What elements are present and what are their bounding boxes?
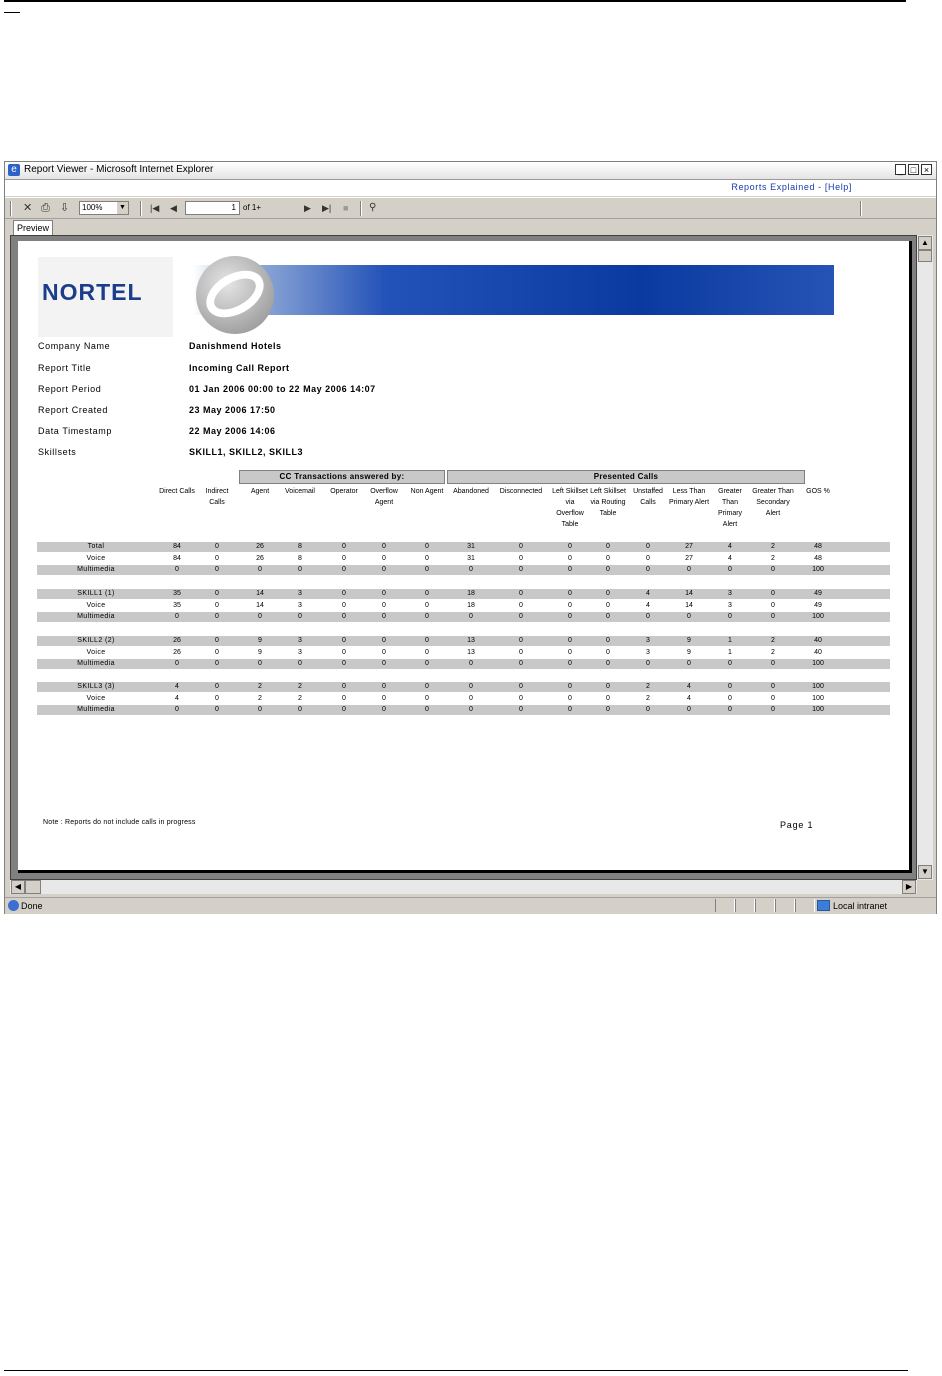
table-cell: 0 bbox=[646, 706, 650, 713]
table-cell: 4 bbox=[175, 683, 179, 690]
column-header: Non Agent bbox=[410, 488, 444, 495]
table-cell: 3 bbox=[298, 590, 302, 597]
table-cell: 0 bbox=[342, 660, 346, 667]
table-cell: 0 bbox=[568, 706, 572, 713]
table-cell: 0 bbox=[382, 566, 386, 573]
table-cell: 0 bbox=[519, 694, 523, 702]
table-cell: 0 bbox=[175, 706, 179, 713]
table-cell: 0 bbox=[425, 694, 429, 702]
row-label: Multimedia bbox=[77, 660, 115, 667]
column-header: Less Than Primary Alert bbox=[668, 488, 710, 506]
table-cell: 0 bbox=[519, 706, 523, 713]
table-cell: 100 bbox=[812, 706, 824, 713]
column-header: Greater Than Secondary Alert bbox=[752, 488, 794, 517]
document-header-mark bbox=[4, 2, 20, 13]
info-value: 01 Jan 2006 00:00 to 22 May 2006 14:07 bbox=[189, 384, 376, 394]
table-cell: 0 bbox=[646, 554, 650, 562]
table-cell: 9 bbox=[258, 648, 262, 656]
window-title: Report Viewer - Microsoft Internet Explorer bbox=[24, 164, 214, 175]
column-header: Left Skillset via Overflow Table bbox=[552, 488, 588, 528]
table-cell: 0 bbox=[771, 706, 775, 713]
table-cell: 14 bbox=[256, 590, 264, 597]
table-cell: 0 bbox=[215, 590, 219, 597]
table-cell: 0 bbox=[382, 543, 386, 550]
toolbar-separator bbox=[140, 201, 142, 216]
row-label: Multimedia bbox=[77, 706, 115, 713]
table-cell: 0 bbox=[425, 648, 429, 656]
table-cell: 0 bbox=[728, 706, 732, 713]
table-cell: 13 bbox=[467, 648, 475, 656]
table-cell: 9 bbox=[258, 637, 262, 644]
table-cell: 2 bbox=[258, 683, 262, 690]
column-header: Overflow Agent bbox=[370, 488, 398, 506]
table-cell: 0 bbox=[215, 637, 219, 644]
table-cell: 0 bbox=[687, 613, 691, 620]
row-label: Total bbox=[87, 543, 105, 550]
table-cell: 0 bbox=[469, 613, 473, 620]
table-cell: 49 bbox=[814, 601, 822, 609]
table-cell: 3 bbox=[298, 637, 302, 644]
table-cell: 0 bbox=[425, 660, 429, 667]
table-cell: 1 bbox=[728, 637, 732, 644]
column-header: Indirect Calls bbox=[205, 488, 229, 506]
table-cell: 0 bbox=[258, 566, 262, 573]
table-cell: 0 bbox=[382, 683, 386, 690]
link-bar bbox=[5, 180, 936, 196]
document-bottom-rule bbox=[4, 1370, 908, 1371]
column-header: Disconnected bbox=[499, 488, 543, 495]
table-cell: 0 bbox=[342, 706, 346, 713]
search-binoculars-icon[interactable]: ⚲ bbox=[369, 202, 377, 213]
table-cell: 0 bbox=[175, 660, 179, 667]
table-cell: 0 bbox=[469, 660, 473, 667]
table-cell: 2 bbox=[771, 648, 775, 656]
row-label: Voice bbox=[86, 554, 106, 562]
column-header: Left Skillset via Routing Table bbox=[590, 488, 626, 517]
info-label: Company Name bbox=[38, 341, 111, 351]
table-cell: 0 bbox=[606, 694, 610, 702]
table-cell: 0 bbox=[519, 601, 523, 609]
table-cell: 0 bbox=[606, 637, 610, 644]
table-cell: 0 bbox=[728, 683, 732, 690]
report-viewer-window bbox=[4, 161, 937, 914]
status-pane bbox=[735, 899, 755, 912]
table-cell: 3 bbox=[298, 601, 302, 609]
zoom-select[interactable] bbox=[79, 201, 129, 215]
table-cell: 100 bbox=[812, 694, 824, 702]
table-cell: 8 bbox=[298, 543, 302, 550]
status-pane bbox=[795, 899, 815, 912]
table-cell: 0 bbox=[519, 660, 523, 667]
table-cell: 2 bbox=[646, 694, 650, 702]
table-cell: 35 bbox=[173, 601, 181, 609]
table-cell: 0 bbox=[298, 706, 302, 713]
table-cell: 0 bbox=[215, 660, 219, 667]
table-cell: 0 bbox=[382, 648, 386, 656]
table-cell: 0 bbox=[771, 694, 775, 702]
row-label: Multimedia bbox=[77, 566, 115, 573]
help-links[interactable]: Reports Explained - [Help] bbox=[731, 182, 852, 192]
table-cell: 13 bbox=[467, 637, 475, 644]
row-label: SKILL3 (3) bbox=[77, 683, 115, 690]
table-cell: 26 bbox=[173, 637, 181, 644]
column-header: Abandoned bbox=[453, 488, 489, 495]
table-cell: 0 bbox=[425, 590, 429, 597]
table-cell: 26 bbox=[256, 554, 264, 562]
table-cell: 0 bbox=[728, 694, 732, 702]
horizontal-scrollbar[interactable] bbox=[10, 880, 917, 894]
table-cell: 40 bbox=[814, 637, 822, 644]
table-cell: 0 bbox=[687, 566, 691, 573]
table-cell: 4 bbox=[728, 554, 732, 562]
table-cell: 3 bbox=[728, 590, 732, 597]
table-cell: 3 bbox=[298, 648, 302, 656]
table-cell: 0 bbox=[771, 566, 775, 573]
table-cell: 0 bbox=[519, 554, 523, 562]
table-cell: 0 bbox=[215, 648, 219, 656]
scroll-left-icon[interactable]: ◀ bbox=[11, 880, 25, 894]
table-cell: 0 bbox=[382, 637, 386, 644]
table-cell: 4 bbox=[175, 694, 179, 702]
table-cell: 4 bbox=[646, 590, 650, 597]
table-cell: 0 bbox=[298, 613, 302, 620]
table-cell: 0 bbox=[606, 566, 610, 573]
table-cell: 0 bbox=[519, 613, 523, 620]
print-icon[interactable]: ⎙ bbox=[41, 202, 50, 214]
page-number-label: Page 1 bbox=[780, 820, 814, 830]
table-cell: 0 bbox=[469, 566, 473, 573]
table-cell: 0 bbox=[606, 543, 610, 550]
vertical-scroll-thumb[interactable] bbox=[918, 250, 932, 262]
column-header: Operator bbox=[330, 488, 358, 495]
table-cell: 0 bbox=[606, 683, 610, 690]
minimize-button[interactable]: _ bbox=[895, 164, 906, 175]
tab-preview[interactable]: Preview bbox=[13, 220, 53, 235]
table-cell: 2 bbox=[258, 694, 262, 702]
table-cell: 40 bbox=[814, 648, 822, 656]
table-cell: 0 bbox=[175, 613, 179, 620]
table-cell: 0 bbox=[215, 683, 219, 690]
info-value: SKILL1, SKILL2, SKILL3 bbox=[189, 447, 304, 457]
presented-calls-header: Presented Calls bbox=[447, 470, 805, 484]
table-cell: 14 bbox=[685, 590, 693, 597]
table-cell: 0 bbox=[728, 613, 732, 620]
table-cell: 0 bbox=[342, 554, 346, 562]
table-cell: 0 bbox=[519, 637, 523, 644]
table-cell: 4 bbox=[728, 543, 732, 550]
info-value: Incoming Call Report bbox=[189, 363, 290, 373]
info-label: Report Title bbox=[38, 363, 92, 373]
export-icon[interactable]: ⇩ bbox=[60, 202, 70, 214]
info-value: 22 May 2006 14:06 bbox=[189, 426, 276, 436]
row-label: Multimedia bbox=[77, 613, 115, 620]
row-label: Voice bbox=[86, 694, 106, 702]
tab-bar bbox=[5, 219, 936, 235]
table-cell: 0 bbox=[425, 601, 429, 609]
table-cell: 0 bbox=[215, 566, 219, 573]
table-cell: 0 bbox=[606, 648, 610, 656]
table-cell: 0 bbox=[771, 590, 775, 597]
table-cell: 0 bbox=[215, 706, 219, 713]
table-cell: 0 bbox=[568, 601, 572, 609]
table-cell: 3 bbox=[646, 648, 650, 656]
report-preview-area bbox=[10, 235, 917, 880]
info-label: Report Created bbox=[38, 405, 108, 415]
table-cell: 48 bbox=[814, 554, 822, 562]
table-cell: 0 bbox=[215, 543, 219, 550]
table-cell: 0 bbox=[425, 554, 429, 562]
table-cell: 0 bbox=[469, 706, 473, 713]
table-cell: 0 bbox=[728, 566, 732, 573]
table-cell: 0 bbox=[382, 590, 386, 597]
table-cell: 100 bbox=[812, 613, 824, 620]
table-cell: 0 bbox=[382, 706, 386, 713]
table-cell: 0 bbox=[469, 683, 473, 690]
table-cell: 0 bbox=[298, 566, 302, 573]
table-cell: 0 bbox=[606, 613, 610, 620]
table-cell: 0 bbox=[215, 694, 219, 702]
table-cell: 0 bbox=[568, 637, 572, 644]
column-header: Agent bbox=[250, 488, 270, 495]
table-cell: 0 bbox=[606, 590, 610, 597]
previous-page-icon[interactable]: ◀ bbox=[170, 203, 177, 213]
table-cell: 0 bbox=[519, 683, 523, 690]
table-cell: 3 bbox=[646, 637, 650, 644]
table-cell: 0 bbox=[568, 590, 572, 597]
globe-graphic bbox=[196, 256, 274, 334]
table-cell: 27 bbox=[685, 554, 693, 562]
column-header: GOS % bbox=[806, 488, 830, 495]
status-bar bbox=[5, 897, 936, 914]
table-cell: 0 bbox=[342, 637, 346, 644]
table-cell: 26 bbox=[256, 543, 264, 550]
intranet-zone-icon bbox=[817, 900, 830, 911]
table-cell: 0 bbox=[687, 706, 691, 713]
table-cell: 0 bbox=[771, 601, 775, 609]
row-label: Voice bbox=[86, 648, 106, 656]
table-cell: 0 bbox=[646, 613, 650, 620]
column-header: Direct Calls bbox=[159, 488, 195, 495]
table-cell: 0 bbox=[606, 706, 610, 713]
table-cell: 0 bbox=[646, 543, 650, 550]
last-page-icon[interactable]: ▶| bbox=[322, 203, 332, 213]
table-cell: 0 bbox=[425, 543, 429, 550]
table-cell: 0 bbox=[606, 601, 610, 609]
table-cell: 1 bbox=[728, 648, 732, 656]
status-pane bbox=[775, 899, 795, 912]
table-cell: 0 bbox=[568, 648, 572, 656]
scroll-up-icon[interactable]: ▲ bbox=[918, 236, 932, 250]
table-cell: 84 bbox=[173, 543, 181, 550]
table-cell: 9 bbox=[687, 648, 691, 656]
table-cell: 2 bbox=[298, 694, 302, 702]
info-value: Danishmend Hotels bbox=[189, 341, 282, 351]
table-cell: 2 bbox=[298, 683, 302, 690]
table-cell: 0 bbox=[519, 648, 523, 656]
logo-area bbox=[38, 257, 173, 337]
table-cell: 0 bbox=[258, 660, 262, 667]
report-note: Note : Reports do not include calls in progress bbox=[43, 819, 196, 826]
table-cell: 0 bbox=[568, 554, 572, 562]
table-cell: 0 bbox=[568, 694, 572, 702]
table-cell: 0 bbox=[342, 694, 346, 702]
info-label: Skillsets bbox=[38, 447, 77, 457]
table-cell: 0 bbox=[425, 706, 429, 713]
row-label: SKILL1 (1) bbox=[77, 590, 115, 597]
table-cell: 0 bbox=[215, 554, 219, 562]
toolbar-separator bbox=[360, 201, 362, 216]
status-text: Done bbox=[21, 901, 43, 911]
table-cell: 0 bbox=[342, 613, 346, 620]
table-cell: 2 bbox=[771, 543, 775, 550]
table-cell: 0 bbox=[342, 566, 346, 573]
report-page bbox=[18, 241, 912, 873]
close-report-icon[interactable]: ✕ bbox=[23, 202, 33, 214]
table-cell: 14 bbox=[685, 601, 693, 609]
table-cell: 0 bbox=[568, 660, 572, 667]
table-cell: 18 bbox=[467, 590, 475, 597]
first-page-icon[interactable]: |◀ bbox=[150, 203, 160, 213]
table-cell: 2 bbox=[646, 683, 650, 690]
vertical-scrollbar[interactable] bbox=[917, 235, 933, 880]
page-number-input[interactable]: 1 bbox=[185, 201, 240, 215]
table-cell: 18 bbox=[467, 601, 475, 609]
table-cell: 0 bbox=[425, 637, 429, 644]
table-cell: 26 bbox=[173, 648, 181, 656]
table-cell: 2 bbox=[771, 554, 775, 562]
table-cell: 31 bbox=[467, 543, 475, 550]
table-cell: 4 bbox=[687, 683, 691, 690]
row-label: SKILL2 (2) bbox=[77, 637, 115, 644]
table-cell: 0 bbox=[519, 566, 523, 573]
table-cell: 0 bbox=[606, 660, 610, 667]
table-cell: 0 bbox=[342, 590, 346, 597]
column-header: Voicemail bbox=[285, 488, 315, 495]
table-cell: 0 bbox=[215, 601, 219, 609]
table-cell: 0 bbox=[382, 694, 386, 702]
toolbar-grip bbox=[10, 201, 12, 216]
header-banner bbox=[193, 265, 834, 315]
table-cell: 0 bbox=[771, 613, 775, 620]
security-zone: Local intranet bbox=[833, 901, 888, 911]
table-cell: 0 bbox=[382, 660, 386, 667]
table-cell: 0 bbox=[646, 566, 650, 573]
table-cell: 0 bbox=[175, 566, 179, 573]
report-toolbar bbox=[5, 197, 936, 219]
table-cell: 3 bbox=[728, 601, 732, 609]
table-cell: 2 bbox=[771, 637, 775, 644]
ie-icon: e bbox=[8, 164, 20, 176]
info-value: 23 May 2006 17:50 bbox=[189, 405, 276, 415]
table-cell: 0 bbox=[342, 648, 346, 656]
scroll-right-icon[interactable]: ▶ bbox=[902, 880, 916, 894]
stop-icon[interactable]: ■ bbox=[343, 203, 349, 213]
table-cell: 0 bbox=[215, 613, 219, 620]
table-cell: 100 bbox=[812, 660, 824, 667]
table-cell: 100 bbox=[812, 683, 824, 690]
table-cell: 14 bbox=[256, 601, 264, 609]
table-cell: 84 bbox=[173, 554, 181, 562]
table-cell: 31 bbox=[467, 554, 475, 562]
chevron-down-icon: ▼ bbox=[117, 202, 128, 214]
close-button[interactable]: × bbox=[921, 164, 932, 175]
cc-transactions-header: CC Transactions answered by: bbox=[239, 470, 445, 484]
maximize-button[interactable]: □ bbox=[908, 164, 919, 175]
table-cell: 0 bbox=[606, 554, 610, 562]
table-cell: 0 bbox=[568, 683, 572, 690]
row-label: Voice bbox=[86, 601, 106, 609]
next-page-icon[interactable]: ▶ bbox=[304, 203, 311, 213]
toolbar-separator bbox=[860, 201, 862, 216]
table-cell: 0 bbox=[519, 543, 523, 550]
table-cell: 48 bbox=[814, 543, 822, 550]
table-cell: 4 bbox=[646, 601, 650, 609]
table-cell: 0 bbox=[342, 601, 346, 609]
page-done-icon bbox=[8, 900, 19, 911]
table-cell: 0 bbox=[568, 566, 572, 573]
table-cell: 0 bbox=[771, 683, 775, 690]
table-cell: 0 bbox=[382, 601, 386, 609]
status-pane bbox=[715, 899, 735, 912]
table-cell: 0 bbox=[298, 660, 302, 667]
table-cell: 0 bbox=[469, 694, 473, 702]
zoom-value: 100% bbox=[82, 203, 103, 212]
title-bar[interactable] bbox=[5, 162, 936, 180]
column-header: Greater Than Primary Alert bbox=[717, 488, 743, 528]
nortel-logo: NORTEL bbox=[42, 279, 143, 305]
scroll-down-icon[interactable]: ▼ bbox=[918, 865, 932, 879]
table-cell: 27 bbox=[685, 543, 693, 550]
info-label: Report Period bbox=[38, 384, 102, 394]
table-cell: 0 bbox=[425, 613, 429, 620]
table-cell: 0 bbox=[728, 660, 732, 667]
table-cell: 0 bbox=[568, 613, 572, 620]
table-cell: 0 bbox=[771, 660, 775, 667]
table-cell: 8 bbox=[298, 554, 302, 562]
table-cell: 0 bbox=[382, 554, 386, 562]
table-cell: 0 bbox=[258, 613, 262, 620]
table-cell: 0 bbox=[568, 543, 572, 550]
page-count: of 1+ bbox=[243, 203, 262, 212]
table-cell: 0 bbox=[342, 683, 346, 690]
table-cell: 100 bbox=[812, 566, 824, 573]
table-cell: 0 bbox=[425, 683, 429, 690]
horizontal-scroll-thumb[interactable] bbox=[25, 880, 41, 894]
table-cell: 0 bbox=[258, 706, 262, 713]
table-cell: 0 bbox=[382, 613, 386, 620]
table-cell: 35 bbox=[173, 590, 181, 597]
table-cell: 4 bbox=[687, 694, 691, 702]
info-label: Data Timestamp bbox=[38, 426, 112, 436]
table-cell: 0 bbox=[425, 566, 429, 573]
column-header: Unstaffed Calls bbox=[633, 488, 663, 506]
table-cell: 0 bbox=[646, 660, 650, 667]
table-cell: 0 bbox=[519, 590, 523, 597]
table-cell: 0 bbox=[342, 543, 346, 550]
table-cell: 9 bbox=[687, 637, 691, 644]
table-cell: 0 bbox=[687, 660, 691, 667]
table-cell: 49 bbox=[814, 590, 822, 597]
status-pane bbox=[755, 899, 775, 912]
document-top-rule bbox=[4, 0, 906, 2]
